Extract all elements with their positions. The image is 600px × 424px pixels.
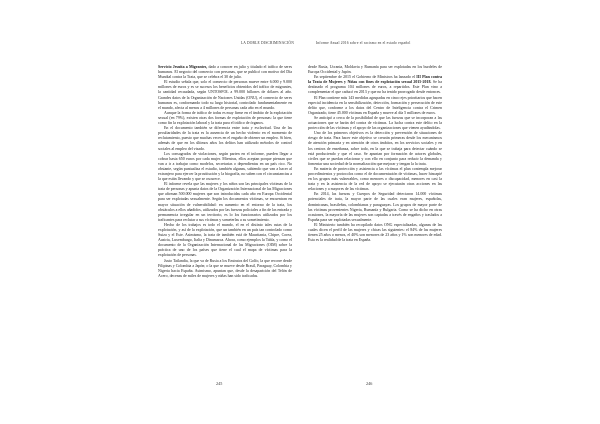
page-number-right: 246 — [366, 381, 373, 386]
running-head-right: Informe Anual 2016 sobre el racismo en el estado español — [316, 41, 411, 45]
paragraph: El estudio señala que, solo el comercio de personas mueve entre 6.000 y 9.000 millones de euros y es se sucesos los beneficios obtenidos del tráfico de migrantes, la cantidad recaudada, según UNTOSFOL a 99.000 billones de dólares al año. Grandes datos de la Organización de Naciones Unidas (ONU), el comercio de seres humanos es, conformando todo su largo historial, controlado fundamentalmente en el mundo, afecta al menos a 4 millones de personas cada año en el mundo. — [158, 79, 292, 110]
paragraph: En 2014, las fuerzas y Cuerpos de Seguridad detectaron 14.000 víctimas potenciales de trata, la mayor parte de las cuales eran mujeres, españolas, dominicanas, brasileñas, colombianas y paraguayas. Los grupos de mayor parte de las víctimas provenientes Nigeria, Rumanía y Bulgaria. Como se ha dicho en otras ocasiones, la mayoría de las mujeres son captadas a través de engaños y traslados a España para ser explotadas sexualmente. — [308, 191, 442, 222]
paragraph: En materia de protección y asistencia a las víctimas el plan contempla mejorar procedimientos y protocolos como el de documentación de víctimas, hacer hincapié en los grupos más vulnerables, como menores o discapacidad, menores en casi la trata y en la asistencia de la red de apoyo se ejecutarán otras acciones en las relaciones y a mayores de las víctimas. — [308, 165, 442, 192]
page-number-left: 245 — [216, 381, 223, 386]
running-head-left: LA DOBLE DISCRIMINACIÓN — [240, 41, 294, 45]
paragraph: El Ministerio también ha recopilado datos ONG especializadas, algunas de las cuales dicen el perfil de las mujeres y chicas las siguientes: el 84% de las mujeres tienen 25 años o menos, el 40% son menores de 23 años y 1% son menores de edad. Esta es la realidad de la trata en España. — [308, 221, 442, 243]
paragraph: Hecho de los trabajos es todo el mundo, el en el distinto tales rutas de la explotación, y así de la explotación, que un también en un país tan controlado como Suiza y el Este. Asimismo, la trata de también está de Mauritania, Chipre, Corea, Austria, Luxemburgo, Italia y Dinamarca. Ahora, como ejemplos la Tabla, y como el documento de la Organización Internacional de las Migraciones (OIM) sobre la práctica de uno de los países que tiene el cual el mapa de víctimas para la explotación de personas. — [158, 221, 292, 258]
paragraph: Justo Tailandia, la que va de Rusia a los Emiratos del Golfo, la que recorre desde Filipinas y Colombia a Japón; o la que se mueve desde Brasil, Paraguay, Colombia y Nigeria hacia España. Asimismo, apuntan que, desde la desaparición del Telón de Acero, decenas de miles de mujeres y niñas han sido traficadas. — [158, 257, 292, 278]
bold-plan-title: III Plan contra la Trata de Mujeres y Niñas con fines de explotación sexual 2015-2018. — [308, 74, 442, 85]
left-body-text — [158, 64, 292, 278]
paragraph: El informe revela que las mujeres y los niños son las principales víctimas de la trata de personas y apunta datos de la Organización Internacional de las Migraciones que afirman 500.000 mujeres que son introducidas cada año en Europa Occidental para ser explotadas sexualmente. Según los documentos víctimas, se encuentran en mayor situación de vulnerabilidad: en aumento en el entorno de la trata, los obstáculos a ellos añadidos, utilizados por las fuerzas policiales a fin de las entrada y permanencia irregular en un territorio, es lo los funcionarios utilizados por los traficantes para reclutar a sus víctimas y someterlas a su sometimiento. — [158, 181, 292, 222]
paragraph: desde Rusia, Ucrania, Moldavia y Rumanía para ser explotadas en los burdeles de Europa Occidental y Japón. — [308, 64, 442, 75]
paragraph: En septiembre de 2015 el Gobierno de Ministros ha lanzado el III Plan contra la Trata de Mujeres y Niñas con fines de explotación sexual 2015-2018. Se ha destinado el programa 104 millones de euros, a repartidos. Este Plan vino a complementar el que caducó en 2013 y que no ha tenido prorrogado desde entonces. — [308, 74, 443, 95]
paragraph: En el documento también se diferencia entre trata y esclavitud. Una de las peculiaridades de la trata es la ausencia de un hecho violento en el momento de reclutamiento, puesto que muchas veces en el engaño de obtener un empleo. Si bien, además de que en los últimos años los delitos han utilizado métodos de control sociales al empleo del visado. — [158, 125, 292, 151]
paragraph: Se anticipó a cerca de la posibilidad de que las fuerzas que se incorporan a las actuaciones que se harán del contra de víctimas. La lucha contra este delito en la protección de las víctimas y el apoyo de las organizaciones que vienen ayudándolas. — [308, 114, 442, 131]
paragraph: Uno de los primeros objetivos es la detección y prevención de situaciones de riesgo de trata. Para hacer este objetivo se crearán primeras desde los mecanismos de atención primaria y en atención de otros ámbitos, en los servicios sociales y en los centros de enseñanza, sobre todo, en la que se trabaja para detectar cuándo se está produciendo y que el caso. Se apuntan por formación de actores globales, civiles que se puedan relacionar y con ello en conjunto para reducir la demanda y fomentar una sociedad de la normalización que mejorar y tengan la la trata. — [308, 130, 442, 166]
paragraph: Los consagrados de violaciones, según parten en el informe, pueden llegar a cobrar hasta 650 euros por cada mujer. Mientras, ellos aceptan porque piensan que van a ir a trabajar como modelos, secretarias o dependientas en un país rico. No obstante, según puntualiza el estudio, también algunas, sabiendo que van a hacer al extranjero para ejercer la prostitución y la biografía, no saben con el circunstancias a la que están llevando y que se oscurece. — [158, 150, 292, 182]
right-page — [300, 0, 450, 424]
bold-lead: Servicio Jesuita a Migrantes, — [158, 64, 208, 69]
paragraph: Servicio Jesuita a Migrantes, dado a conocer en julio y titulado el tráfico de seres humanos. El negocio del comercio con personas, que se publicó con motivo del Día Mundial contra la Trata, que se celebra el 30 de julio. — [158, 64, 293, 80]
right-body-text — [308, 64, 442, 242]
paragraph: Aunque la forma de tráfico de todas es muy firme en el ámbito de la explotación sexual (en 79%), existen otras dos formas de explotación de personas: la que tiene como fin la explotación laboral y la trata para el tráfico de órganos. — [158, 109, 292, 126]
left-page — [150, 0, 300, 424]
paragraph: El Plan contiene más 143 medidas agrupadas en cinco ejes prioritarios que hacen especial incidencia en la sensibilización, detección, formación y persecución de este delito que, conforme a los datos del Centro de Inteligencia contra el Crimen Organizado, tiene 45.000 víctimas en España y mueve al día 5 millones de euros. — [308, 94, 442, 115]
